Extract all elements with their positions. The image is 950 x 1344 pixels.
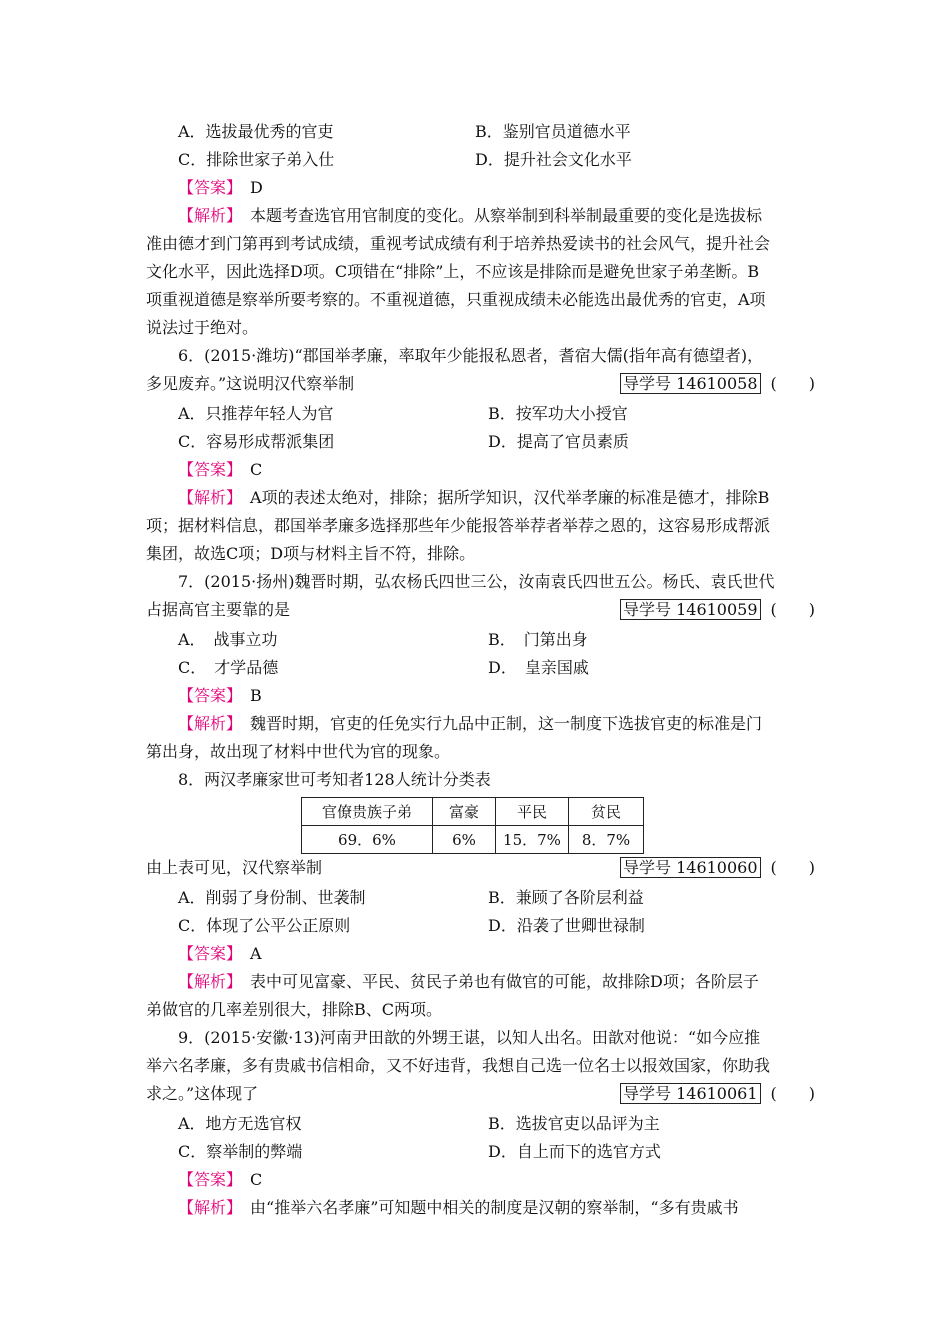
table-row xyxy=(302,826,644,854)
table-cell: 6% xyxy=(433,826,496,854)
statistics-table xyxy=(301,797,644,854)
q6-stem: 多见废弃。”这说明汉代察举制 xyxy=(146,374,355,393)
q7-guide: 导学号 14610059 ( ) xyxy=(620,599,815,621)
table-cell: 15．7% xyxy=(496,826,569,854)
q7-analysis-line: 第出身，故出现了材料中世代为官的现象。 xyxy=(146,742,451,761)
q5-option-d: D．提升社会文化水平 xyxy=(475,150,632,169)
q7-stem: 7．(2015·扬州)魏晋时期，弘农杨氏四世三公，汝南袁氏四世五公。杨氏、袁氏世代 xyxy=(178,572,775,591)
q9-guide: 导学号 14610061 ( ) xyxy=(620,1083,815,1105)
q9-option-d: D．自上而下的选官方式 xyxy=(488,1142,661,1161)
table-cell: 8．7% xyxy=(569,826,644,854)
table-header-cell: 平民 xyxy=(496,798,569,826)
q8-analysis-line: 【解析】 表中可见富豪、平民、贫民子弟也有做官的可能，故排除D项；各阶层子 xyxy=(178,972,759,991)
q6-option-a: A．只推荐年轻人为官 xyxy=(178,404,334,423)
answer-value: D xyxy=(250,178,263,197)
q8-guide: 导学号 14610060 ( ) xyxy=(620,857,815,879)
q7-option-a: A． 战事立功 xyxy=(178,630,278,649)
q5-analysis-line: 【解析】 本题考查选官用官制度的变化。从察举制到科举制最重要的变化是选拔标 xyxy=(178,206,763,225)
q7-option-d: D． 皇亲国戚 xyxy=(488,658,589,677)
q6-analysis-line: 【解析】 A项的表述太绝对，排除；据所学知识，汉代举孝廉的标准是德才，排除B xyxy=(178,488,770,507)
q6-answer: 【答案】 C xyxy=(178,460,263,479)
guide-number: 导学号 14610058 xyxy=(620,373,761,394)
q9-option-b: B．选拔官吏以品评为主 xyxy=(488,1114,660,1133)
q7-option-b: B． 门第出身 xyxy=(488,630,588,649)
q5-analysis-line: 文化水平，因此选择D项。C项错在“排除”上，不应该是排除而是避免世家子弟垄断。B xyxy=(146,262,760,281)
q5-analysis-line: 说法过于绝对。 xyxy=(146,318,259,337)
q8-answer: 【答案】 A xyxy=(178,944,262,963)
q8-stem: 由上表可见，汉代察举制 xyxy=(146,858,323,877)
q6-option-d: D．提高了官员素质 xyxy=(488,432,629,451)
q9-stem: 举六名孝廉，多有贵戚书信相命，又不好违背，我想自己选一位名士以报效国家，你助我 xyxy=(146,1056,771,1075)
q6-option-b: B．按军功大小授官 xyxy=(488,404,628,423)
q9-option-a: A．地方无选官权 xyxy=(178,1114,302,1133)
q7-analysis-line: 【解析】 魏晋时期，官吏的任免实行九品中正制，这一制度下选拔官吏的标准是门 xyxy=(178,714,763,733)
q8-option-b: B．兼顾了各阶层利益 xyxy=(488,888,644,907)
answer-tag: 【答案】 xyxy=(178,178,235,197)
q9-stem: 求之。”这体现了 xyxy=(146,1084,259,1103)
q8-title: 8．两汉孝廉家世可考知者128人统计分类表 xyxy=(178,770,491,789)
q8-analysis-line: 弟做官的几率差别很大，排除B、C两项。 xyxy=(146,1000,443,1019)
table-header-cell: 贫民 xyxy=(569,798,644,826)
q9-analysis-line: 【解析】 由“推举六名孝廉”可知题中相关的制度是汉朝的察举制，“多有贵戚书 xyxy=(178,1198,739,1217)
q5-analysis-line: 准由德才到门第再到考试成绩，重视考试成绩有利于培养热爱读书的社会风气，提升社会 xyxy=(146,234,771,253)
q8-option-d: D．沿袭了世卿世禄制 xyxy=(488,916,645,935)
q5-answer xyxy=(178,177,263,199)
q8-option-c: C．体现了公平公正原则 xyxy=(178,916,351,935)
table-header-cell: 官僚贵族子弟 xyxy=(302,798,433,826)
table-header-row xyxy=(302,798,644,826)
q9-stem: 9．(2015·安徽·13)河南尹田歆的外甥王谌，以知人出名。田歆对他说：“如今应推 xyxy=(178,1028,761,1047)
q8-option-a: A．削弱了身份制、世袭制 xyxy=(178,888,366,907)
q7-option-c: C． 才学品德 xyxy=(178,658,279,677)
q5-option-a: A．选拔最优秀的官吏 xyxy=(178,122,334,141)
q6-guide xyxy=(620,373,815,395)
q6-option-c: C．容易形成帮派集团 xyxy=(178,432,335,451)
answer-paren: ( ) xyxy=(770,374,816,393)
q5-analysis-line: 项重视道德是察举所要考察的。不重视道德，只重视成绩未必能选出最优秀的官吏，A项 xyxy=(146,290,766,309)
q9-answer: 【答案】 C xyxy=(178,1170,263,1189)
q6-analysis-line: 集团，故选C项；D项与材料主旨不符，排除。 xyxy=(146,544,476,563)
table-header-cell: 富豪 xyxy=(433,798,496,826)
table-cell: 69．6% xyxy=(302,826,433,854)
q9-option-c: C．察举制的弊端 xyxy=(178,1142,303,1161)
q6-stem: 6．(2015·潍坊)“郡国举孝廉，率取年少能报私恩者，耆宿大儒(指年高有德望者)， xyxy=(178,346,764,365)
q5-option-b: B．鉴别官员道德水平 xyxy=(475,122,631,141)
q6-analysis-line: 项；据材料信息，郡国举孝廉多选择那些年少能报答举荐者举荐之恩的，这容易形成帮派 xyxy=(146,516,771,535)
q7-answer: 【答案】 B xyxy=(178,686,262,705)
analysis-tag: 【解析】 xyxy=(178,206,235,225)
q7-stem: 占据高官主要靠的是 xyxy=(146,600,291,619)
q5-option-c: C．排除世家子弟入仕 xyxy=(178,150,335,169)
